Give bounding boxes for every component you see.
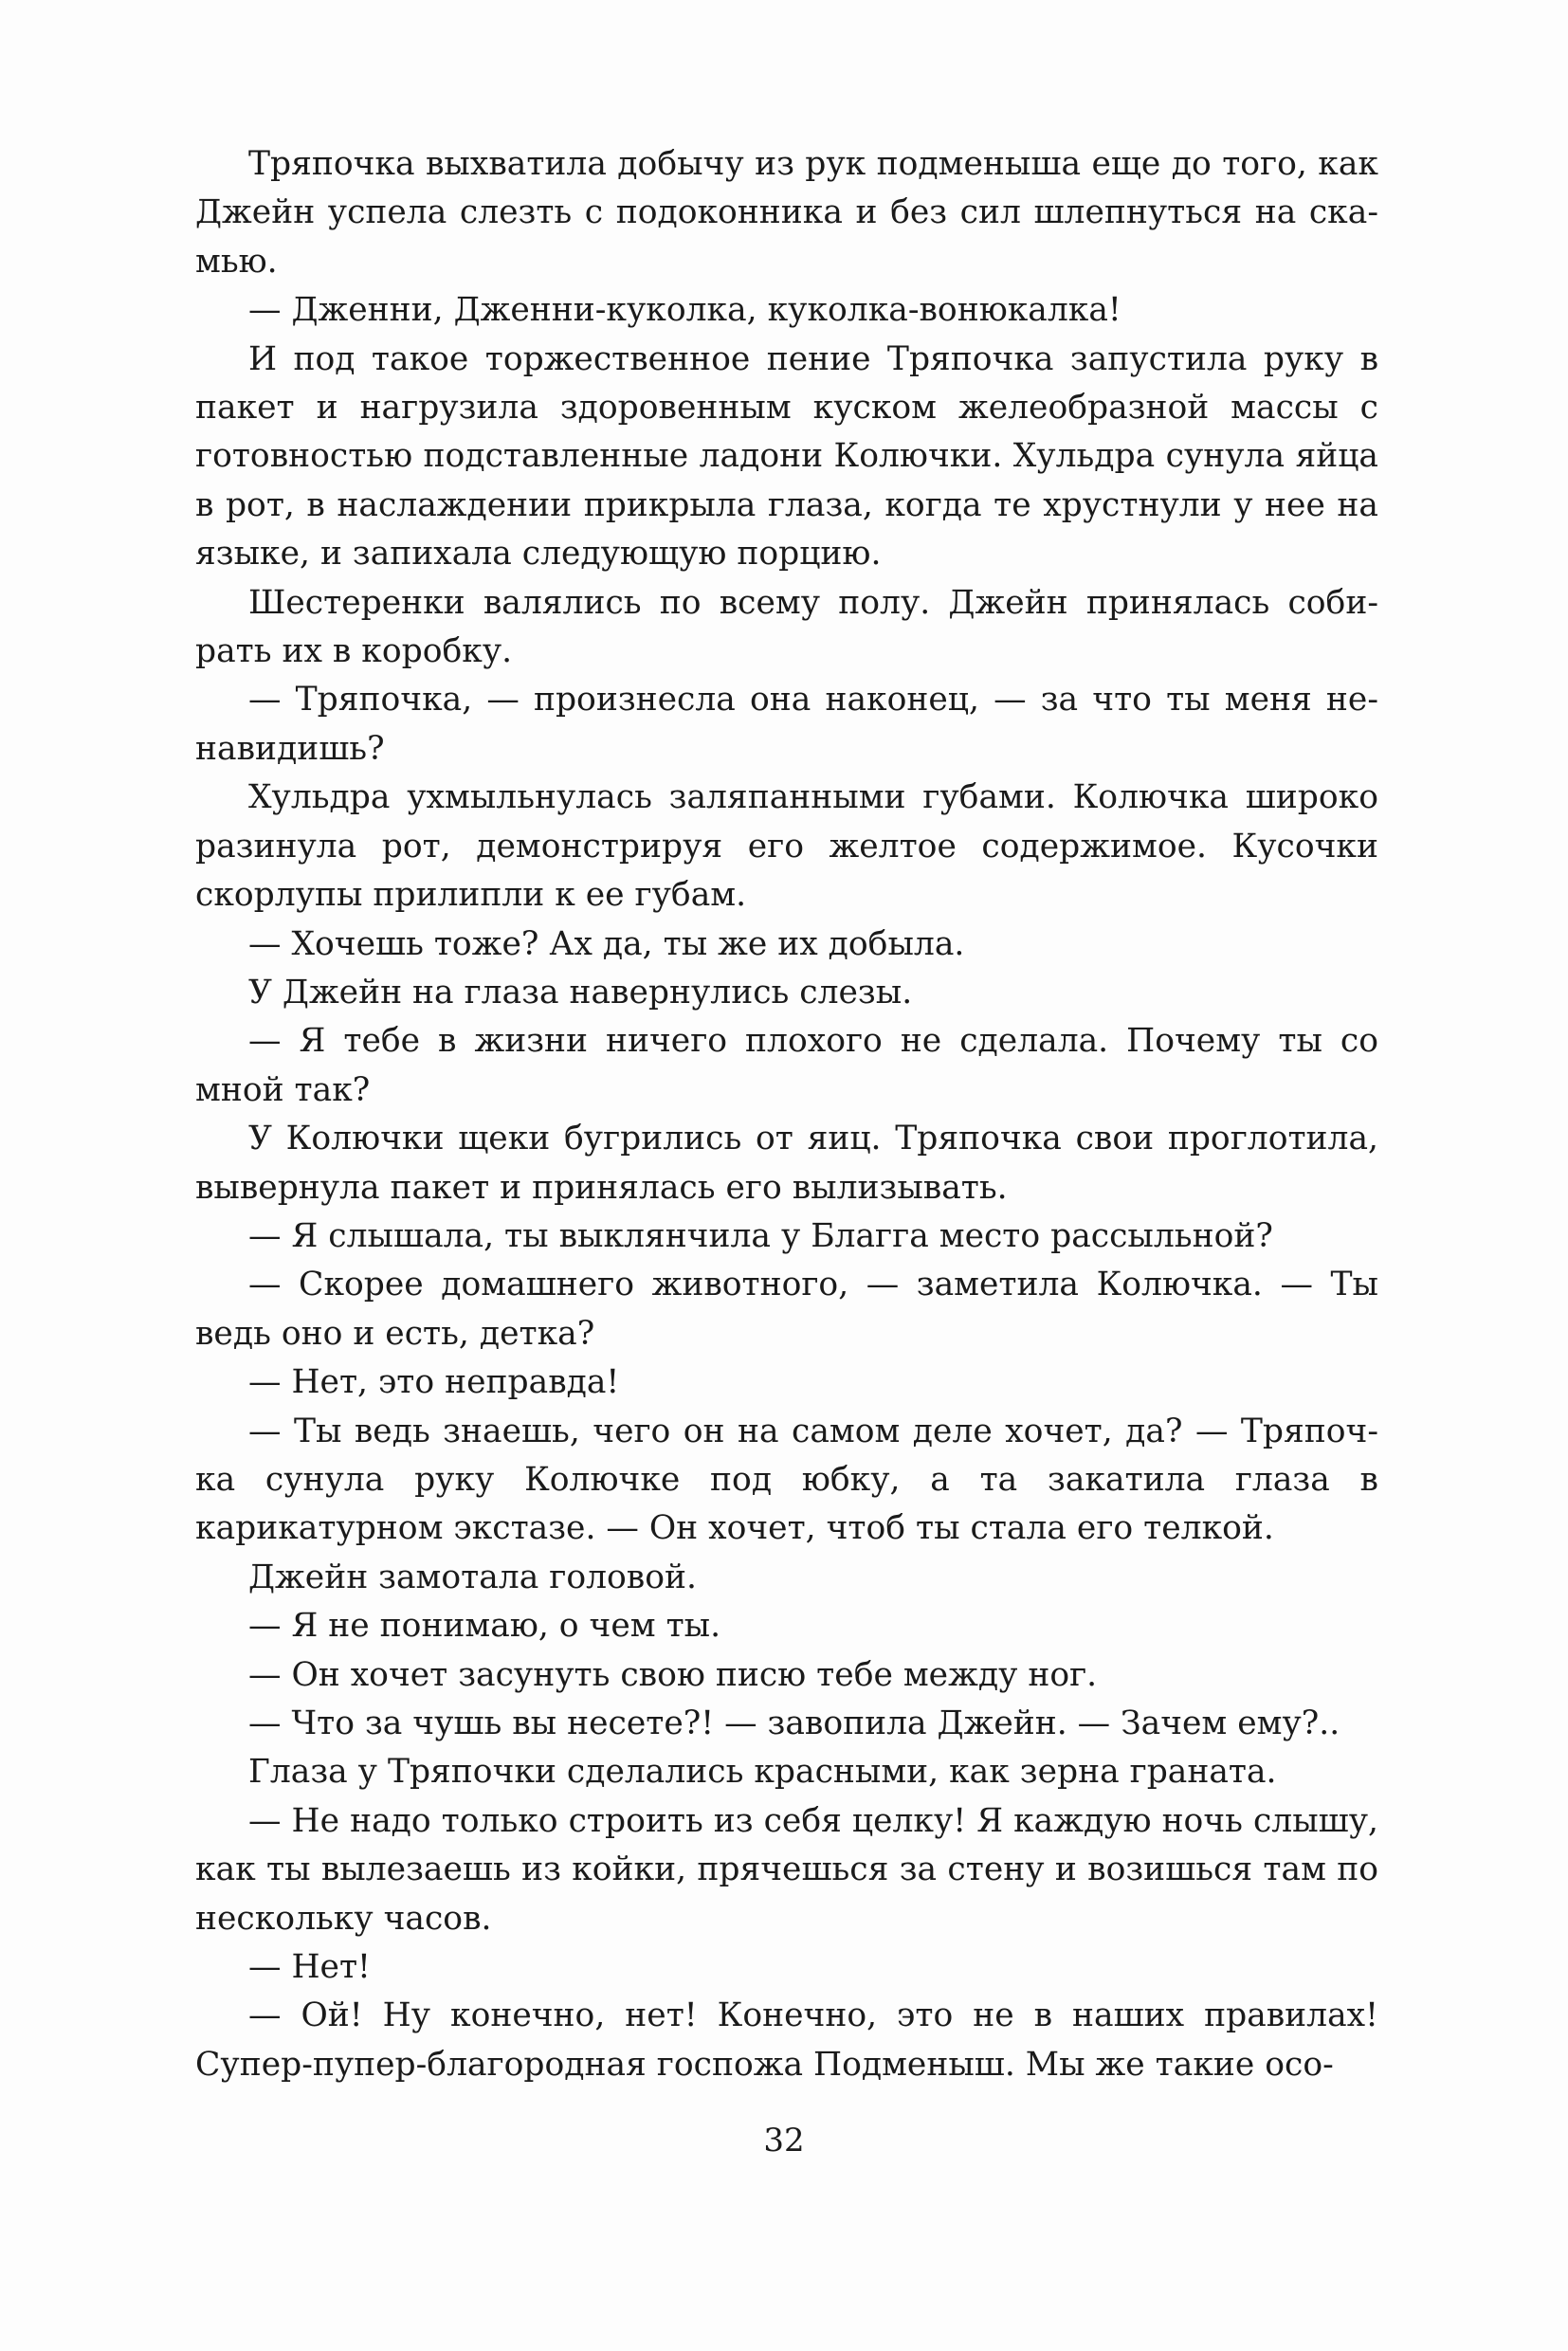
paragraph: Джейн замотала головой. [248,1558,697,1596]
paragraph: — Я тебе в жизни ничего плохого не сделала. Почему ты со мной так? [195,1022,1378,1109]
paragraph: — Тряпочка, — произнесла она наконец, — за что ты меня ненавидишь? [195,681,1378,768]
paragraph: — Я слышала, ты выклянчила у Благга место рассыльной? [248,1216,1273,1255]
paragraph: — Я не понимаю, о чем ты. [248,1607,721,1646]
paragraph: — Дженни, Дженни-куколка, куколка-вонюкалка! [248,291,1121,330]
paragraph: Шестеренки валялись по всему полу. Джейн принялась собирать их в коробку. [195,583,1378,671]
paragraph: — Не надо только строить из себя целку! Я каждую ночь слышу, как ты вылезаешь из койки, прячешься за стену и возишься там по нескольку часов. [195,1801,1378,1938]
paragraph: У Колючки щеки бугрились от яиц. Тряпочка свои проглотила, вывернула пакет и принялась его вылизывать. [195,1120,1378,1207]
paragraph: И под такое торжественное пение Тряпочка запустила руку в пакет и нагрузила здоровенным куском желеобразной массы с готовностью подставленные ладони Колючки. Хульдра сунула яйца в рот, в наслаждении прикрыла глаза, когда те хрустнули у нее на языке, и запихала следующую порцию. [195,339,1378,574]
paragraph: Хульдра ухмыльнулась заляпанными губами. Колючка широко разинула рот, демонстрируя его желтое содержимое. Кусочки скорлупы прилипли к ее губам. [195,778,1378,915]
paragraph: У Джейн на глаза навернулись слезы. [248,973,913,1011]
paragraph: Тряпочка выхватила добычу из рук подменыша еще до того, как Джейн успела слезть с подоконника и без сил шлепнуться на скамью. [195,145,1378,281]
paragraph: — Что за чушь вы несете?! — завопила Джейн. — Зачем ему?.. [248,1704,1340,1742]
paragraph: — Нет! [248,1948,371,1987]
paragraph: — Нет, это неправда! [248,1363,620,1402]
paragraph: — Скорее домашнего животного, — заметила Колючка. — Ты ведь оно и есть, детка? [195,1266,1378,1353]
paragraph: — Он хочет засунуть свою писю тебе между ног. [248,1655,1098,1694]
paragraph: — Ой! Ну конечно, нет! Конечно, это не в наших правилах! Супер-пупер-благородная госпожа Подменыш. Мы же такие осо- [195,1996,1378,2084]
body-text [195,140,1378,2089]
paragraph: — Ты ведь знаешь, чего он на самом деле хочет, да? — Тряпочка сунула руку Колючке под юбку, а та закатила глаза в карикатурном экстазе. — Он хочет, чтоб ты стала его телкой. [195,1412,1378,1548]
page-number: 32 [763,2122,805,2160]
paragraph: Глаза у Тряпочки сделались красными, как зерна граната. [248,1753,1277,1792]
paragraph: — Хочешь тоже? Ах да, ты же их добыла. [248,924,965,963]
